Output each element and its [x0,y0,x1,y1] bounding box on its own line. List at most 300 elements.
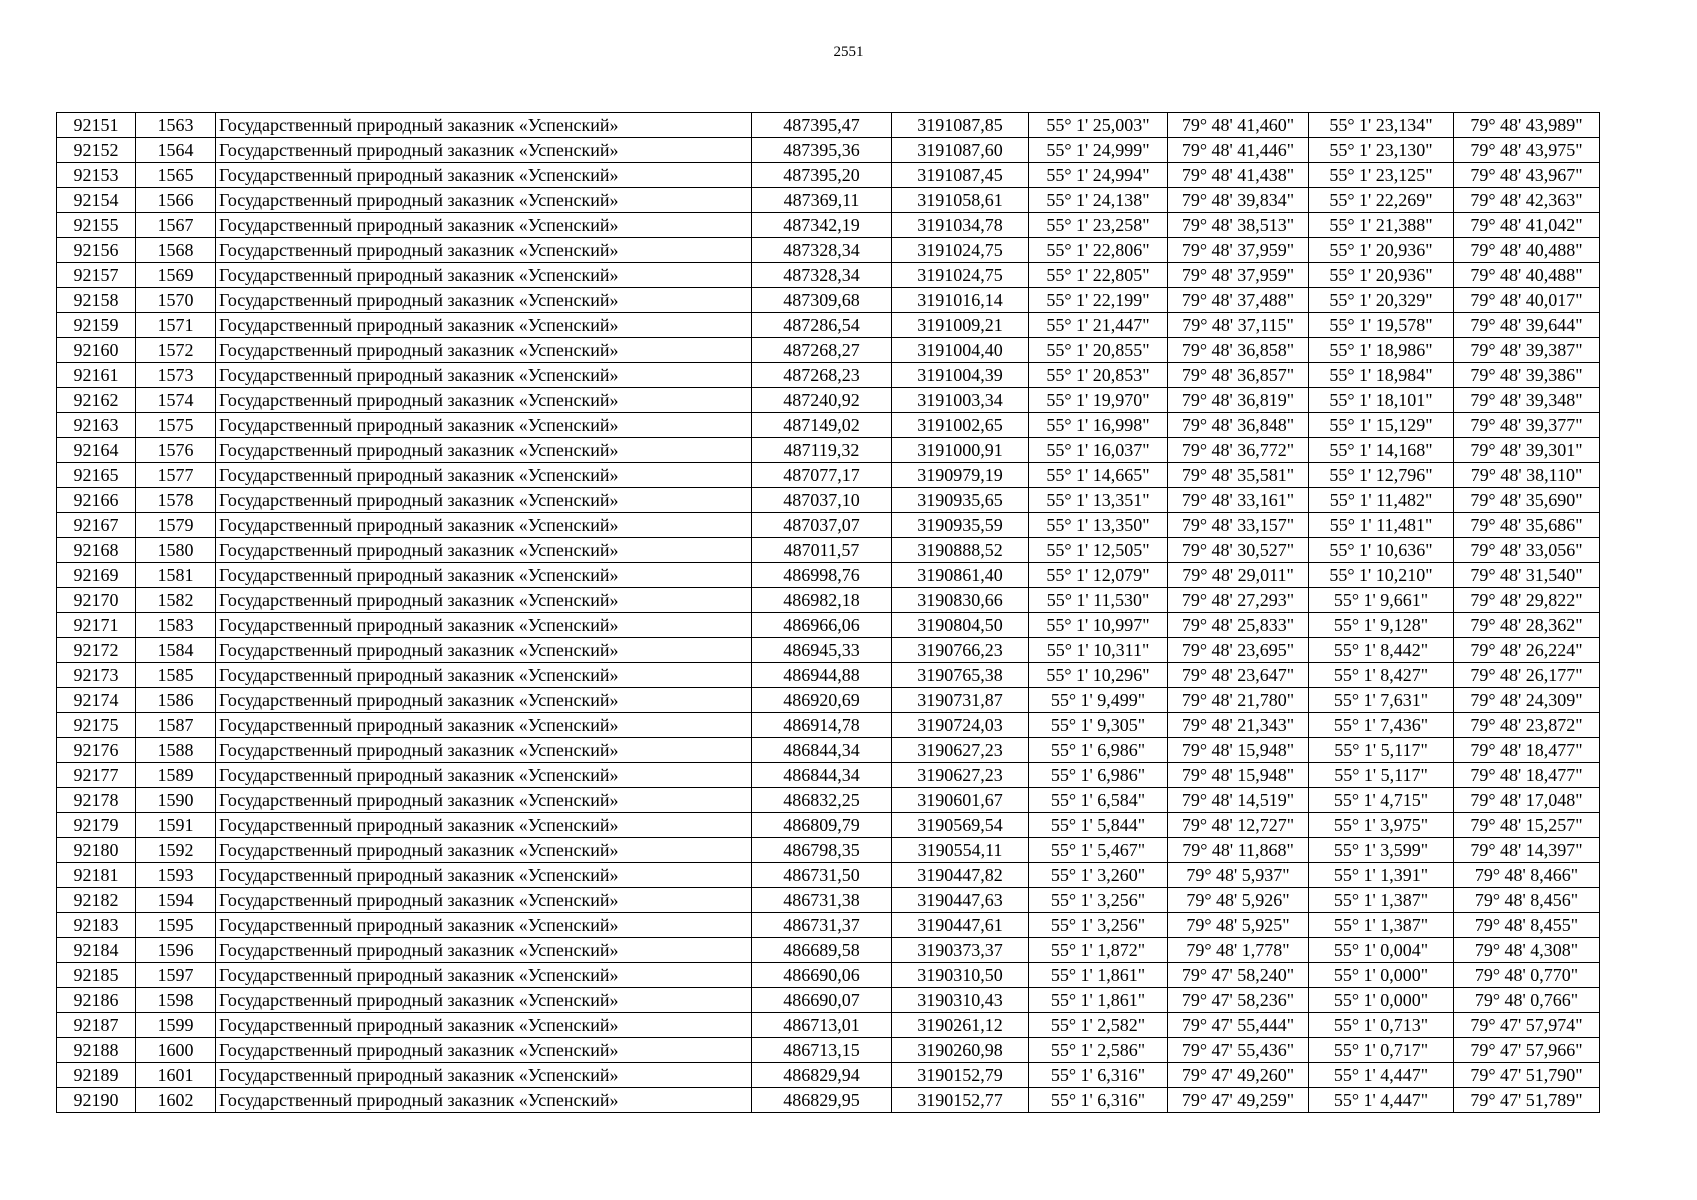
name-cell: Государственный природный заказник «Успенский» [216,838,752,863]
y-coordinate-cell: 3190447,63 [892,888,1029,913]
latitude-2-cell: 55° 1' 11,481" [1309,513,1454,538]
longitude-2-cell: 79° 48' 17,048" [1454,788,1600,813]
longitude-1-cell: 79° 47' 49,260" [1168,1063,1309,1088]
record-number-cell: 92171 [57,613,136,638]
table-row [57,313,1600,338]
record-number-cell: 92154 [57,188,136,213]
latitude-1-cell: 55° 1' 6,316" [1029,1088,1168,1113]
record-number-cell: 92156 [57,238,136,263]
longitude-2-cell: 79° 48' 42,363" [1454,188,1600,213]
table-row [57,163,1600,188]
longitude-1-cell: 79° 48' 36,857" [1168,363,1309,388]
name-cell: Государственный природный заказник «Успенский» [216,588,752,613]
point-number-cell: 1567 [136,213,216,238]
latitude-1-cell: 55° 1' 5,467" [1029,838,1168,863]
record-number-cell: 92174 [57,688,136,713]
latitude-1-cell: 55° 1' 23,258" [1029,213,1168,238]
longitude-2-cell: 79° 48' 43,989" [1454,113,1600,138]
longitude-1-cell: 79° 47' 58,236" [1168,988,1309,1013]
latitude-1-cell: 55° 1' 10,311" [1029,638,1168,663]
point-number-cell: 1576 [136,438,216,463]
longitude-1-cell: 79° 48' 36,858" [1168,338,1309,363]
longitude-1-cell: 79° 48' 29,011" [1168,563,1309,588]
name-cell: Государственный природный заказник «Успенский» [216,288,752,313]
latitude-2-cell: 55° 1' 3,599" [1309,838,1454,863]
latitude-2-cell: 55° 1' 21,388" [1309,213,1454,238]
longitude-2-cell: 79° 48' 29,822" [1454,588,1600,613]
point-number-cell: 1602 [136,1088,216,1113]
x-coordinate-cell: 487395,47 [752,113,892,138]
name-cell: Государственный природный заказник «Успенский» [216,438,752,463]
y-coordinate-cell: 3191002,65 [892,413,1029,438]
longitude-1-cell: 79° 48' 14,519" [1168,788,1309,813]
record-number-cell: 92169 [57,563,136,588]
table-row [57,288,1600,313]
longitude-1-cell: 79° 48' 37,959" [1168,238,1309,263]
longitude-1-cell: 79° 48' 41,438" [1168,163,1309,188]
longitude-1-cell: 79° 48' 5,937" [1168,863,1309,888]
y-coordinate-cell: 3190554,11 [892,838,1029,863]
name-cell: Государственный природный заказник «Успенский» [216,888,752,913]
name-cell: Государственный природный заказник «Успенский» [216,388,752,413]
y-coordinate-cell: 3190261,12 [892,1013,1029,1038]
point-number-cell: 1590 [136,788,216,813]
point-number-cell: 1600 [136,1038,216,1063]
longitude-2-cell: 79° 48' 31,540" [1454,563,1600,588]
longitude-1-cell: 79° 47' 55,444" [1168,1013,1309,1038]
table-row [57,213,1600,238]
longitude-2-cell: 79° 48' 40,488" [1454,238,1600,263]
longitude-1-cell: 79° 48' 41,446" [1168,138,1309,163]
x-coordinate-cell: 486966,06 [752,613,892,638]
record-number-cell: 92177 [57,763,136,788]
point-number-cell: 1594 [136,888,216,913]
latitude-2-cell: 55° 1' 0,000" [1309,988,1454,1013]
table-row [57,588,1600,613]
latitude-1-cell: 55° 1' 21,447" [1029,313,1168,338]
latitude-1-cell: 55° 1' 1,872" [1029,938,1168,963]
y-coordinate-cell: 3190766,23 [892,638,1029,663]
point-number-cell: 1563 [136,113,216,138]
point-number-cell: 1566 [136,188,216,213]
longitude-1-cell: 79° 48' 5,926" [1168,888,1309,913]
point-number-cell: 1574 [136,388,216,413]
x-coordinate-cell: 486809,79 [752,813,892,838]
point-number-cell: 1570 [136,288,216,313]
point-number-cell: 1580 [136,538,216,563]
name-cell: Государственный природный заказник «Успенский» [216,863,752,888]
point-number-cell: 1573 [136,363,216,388]
x-coordinate-cell: 487328,34 [752,263,892,288]
latitude-2-cell: 55° 1' 23,134" [1309,113,1454,138]
name-cell: Государственный природный заказник «Успенский» [216,513,752,538]
table-row [57,363,1600,388]
point-number-cell: 1584 [136,638,216,663]
y-coordinate-cell: 3191087,45 [892,163,1029,188]
longitude-1-cell: 79° 48' 37,115" [1168,313,1309,338]
latitude-2-cell: 55° 1' 9,661" [1309,588,1454,613]
latitude-1-cell: 55° 1' 5,844" [1029,813,1168,838]
table-row [57,538,1600,563]
y-coordinate-cell: 3190260,98 [892,1038,1029,1063]
longitude-2-cell: 79° 47' 51,789" [1454,1088,1600,1113]
record-number-cell: 92157 [57,263,136,288]
latitude-1-cell: 55° 1' 20,855" [1029,338,1168,363]
table-row [57,913,1600,938]
latitude-1-cell: 55° 1' 9,305" [1029,713,1168,738]
table-row [57,1013,1600,1038]
name-cell: Государственный природный заказник «Успенский» [216,788,752,813]
x-coordinate-cell: 487328,34 [752,238,892,263]
point-number-cell: 1595 [136,913,216,938]
point-number-cell: 1591 [136,813,216,838]
longitude-1-cell: 79° 48' 39,834" [1168,188,1309,213]
y-coordinate-cell: 3190310,43 [892,988,1029,1013]
y-coordinate-cell: 3191024,75 [892,238,1029,263]
y-coordinate-cell: 3191009,21 [892,313,1029,338]
latitude-1-cell: 55° 1' 3,256" [1029,913,1168,938]
record-number-cell: 92155 [57,213,136,238]
latitude-2-cell: 55° 1' 4,447" [1309,1088,1454,1113]
point-number-cell: 1597 [136,963,216,988]
longitude-2-cell: 79° 48' 4,308" [1454,938,1600,963]
point-number-cell: 1599 [136,1013,216,1038]
x-coordinate-cell: 487119,32 [752,438,892,463]
y-coordinate-cell: 3191004,40 [892,338,1029,363]
x-coordinate-cell: 486713,01 [752,1013,892,1038]
longitude-2-cell: 79° 48' 14,397" [1454,838,1600,863]
x-coordinate-cell: 487342,19 [752,213,892,238]
latitude-1-cell: 55° 1' 13,350" [1029,513,1168,538]
table-row [57,563,1600,588]
latitude-1-cell: 55° 1' 2,582" [1029,1013,1168,1038]
latitude-2-cell: 55° 1' 0,713" [1309,1013,1454,1038]
x-coordinate-cell: 487037,07 [752,513,892,538]
y-coordinate-cell: 3191024,75 [892,263,1029,288]
latitude-1-cell: 55° 1' 16,037" [1029,438,1168,463]
record-number-cell: 92175 [57,713,136,738]
x-coordinate-cell: 487149,02 [752,413,892,438]
latitude-2-cell: 55° 1' 1,391" [1309,863,1454,888]
table-row [57,638,1600,663]
latitude-2-cell: 55° 1' 3,975" [1309,813,1454,838]
table-row [57,888,1600,913]
latitude-1-cell: 55° 1' 6,584" [1029,788,1168,813]
y-coordinate-cell: 3190804,50 [892,613,1029,638]
x-coordinate-cell: 486844,34 [752,738,892,763]
longitude-2-cell: 79° 48' 38,110" [1454,463,1600,488]
table-row [57,513,1600,538]
table-row [57,113,1600,138]
longitude-1-cell: 79° 48' 33,161" [1168,488,1309,513]
longitude-2-cell: 79° 47' 57,966" [1454,1038,1600,1063]
point-number-cell: 1564 [136,138,216,163]
x-coordinate-cell: 487309,68 [752,288,892,313]
name-cell: Государственный природный заказник «Успенский» [216,163,752,188]
latitude-2-cell: 55° 1' 0,000" [1309,963,1454,988]
point-number-cell: 1598 [136,988,216,1013]
latitude-1-cell: 55° 1' 24,999" [1029,138,1168,163]
latitude-2-cell: 55° 1' 10,210" [1309,563,1454,588]
longitude-1-cell: 79° 48' 37,488" [1168,288,1309,313]
longitude-2-cell: 79° 48' 33,056" [1454,538,1600,563]
y-coordinate-cell: 3190152,77 [892,1088,1029,1113]
latitude-2-cell: 55° 1' 0,717" [1309,1038,1454,1063]
page-number: 2551 [833,44,864,60]
y-coordinate-cell: 3190601,67 [892,788,1029,813]
name-cell: Государственный природный заказник «Успенский» [216,1038,752,1063]
latitude-2-cell: 55° 1' 0,004" [1309,938,1454,963]
longitude-2-cell: 79° 48' 40,017" [1454,288,1600,313]
record-number-cell: 92176 [57,738,136,763]
latitude-1-cell: 55° 1' 3,256" [1029,888,1168,913]
name-cell: Государственный природный заказник «Успенский» [216,763,752,788]
latitude-1-cell: 55° 1' 19,970" [1029,388,1168,413]
longitude-2-cell: 79° 48' 39,644" [1454,313,1600,338]
x-coordinate-cell: 486690,06 [752,963,892,988]
x-coordinate-cell: 487268,23 [752,363,892,388]
record-number-cell: 92152 [57,138,136,163]
y-coordinate-cell: 3190447,61 [892,913,1029,938]
name-cell: Государственный природный заказник «Успенский» [216,413,752,438]
y-coordinate-cell: 3190830,66 [892,588,1029,613]
record-number-cell: 92190 [57,1088,136,1113]
latitude-2-cell: 55° 1' 5,117" [1309,763,1454,788]
latitude-2-cell: 55° 1' 20,329" [1309,288,1454,313]
table-row [57,338,1600,363]
name-cell: Государственный природный заказник «Успенский» [216,138,752,163]
longitude-1-cell: 79° 48' 15,948" [1168,763,1309,788]
latitude-2-cell: 55° 1' 22,269" [1309,188,1454,213]
x-coordinate-cell: 486731,50 [752,863,892,888]
longitude-2-cell: 79° 48' 18,477" [1454,738,1600,763]
table-row [57,388,1600,413]
point-number-cell: 1588 [136,738,216,763]
latitude-1-cell: 55° 1' 10,296" [1029,663,1168,688]
point-number-cell: 1596 [136,938,216,963]
latitude-2-cell: 55° 1' 11,482" [1309,488,1454,513]
longitude-2-cell: 79° 48' 0,766" [1454,988,1600,1013]
point-number-cell: 1575 [136,413,216,438]
coordinates-table [56,112,1600,1113]
longitude-2-cell: 79° 48' 23,872" [1454,713,1600,738]
longitude-2-cell: 79° 48' 39,386" [1454,363,1600,388]
x-coordinate-cell: 487268,27 [752,338,892,363]
y-coordinate-cell: 3190627,23 [892,763,1029,788]
latitude-2-cell: 55° 1' 20,936" [1309,263,1454,288]
longitude-1-cell: 79° 48' 5,925" [1168,913,1309,938]
y-coordinate-cell: 3191087,60 [892,138,1029,163]
latitude-1-cell: 55° 1' 22,805" [1029,263,1168,288]
x-coordinate-cell: 486829,95 [752,1088,892,1113]
point-number-cell: 1581 [136,563,216,588]
table-row [57,988,1600,1013]
y-coordinate-cell: 3191016,14 [892,288,1029,313]
latitude-2-cell: 55° 1' 19,578" [1309,313,1454,338]
record-number-cell: 92158 [57,288,136,313]
record-number-cell: 92179 [57,813,136,838]
latitude-1-cell: 55° 1' 6,986" [1029,763,1168,788]
y-coordinate-cell: 3191000,91 [892,438,1029,463]
latitude-2-cell: 55° 1' 4,715" [1309,788,1454,813]
name-cell: Государственный природный заказник «Успенский» [216,663,752,688]
record-number-cell: 92178 [57,788,136,813]
table-row [57,963,1600,988]
y-coordinate-cell: 3190627,23 [892,738,1029,763]
x-coordinate-cell: 487240,92 [752,388,892,413]
table-row [57,138,1600,163]
y-coordinate-cell: 3191004,39 [892,363,1029,388]
longitude-1-cell: 79° 48' 36,848" [1168,413,1309,438]
name-cell: Государственный природный заказник «Успенский» [216,1063,752,1088]
y-coordinate-cell: 3190724,03 [892,713,1029,738]
record-number-cell: 92172 [57,638,136,663]
point-number-cell: 1592 [136,838,216,863]
x-coordinate-cell: 487369,11 [752,188,892,213]
point-number-cell: 1589 [136,763,216,788]
y-coordinate-cell: 3190935,65 [892,488,1029,513]
y-coordinate-cell: 3190731,87 [892,688,1029,713]
name-cell: Государственный природный заказник «Успенский» [216,738,752,763]
longitude-2-cell: 79° 48' 35,690" [1454,488,1600,513]
point-number-cell: 1579 [136,513,216,538]
table-row [57,938,1600,963]
latitude-2-cell: 55° 1' 4,447" [1309,1063,1454,1088]
x-coordinate-cell: 486689,58 [752,938,892,963]
x-coordinate-cell: 486832,25 [752,788,892,813]
table-row [57,813,1600,838]
name-cell: Государственный природный заказник «Успенский» [216,363,752,388]
x-coordinate-cell: 486798,35 [752,838,892,863]
longitude-1-cell: 79° 48' 1,778" [1168,938,1309,963]
record-number-cell: 92151 [57,113,136,138]
x-coordinate-cell: 487011,57 [752,538,892,563]
y-coordinate-cell: 3191003,34 [892,388,1029,413]
latitude-2-cell: 55° 1' 23,125" [1309,163,1454,188]
longitude-1-cell: 79° 48' 11,868" [1168,838,1309,863]
latitude-1-cell: 55° 1' 12,079" [1029,563,1168,588]
x-coordinate-cell: 486731,37 [752,913,892,938]
x-coordinate-cell: 487037,10 [752,488,892,513]
longitude-2-cell: 79° 48' 15,257" [1454,813,1600,838]
longitude-2-cell: 79° 48' 39,301" [1454,438,1600,463]
longitude-1-cell: 79° 48' 41,460" [1168,113,1309,138]
x-coordinate-cell: 486713,15 [752,1038,892,1063]
name-cell: Государственный природный заказник «Успенский» [216,213,752,238]
longitude-1-cell: 79° 48' 36,772" [1168,438,1309,463]
latitude-2-cell: 55° 1' 18,986" [1309,338,1454,363]
name-cell: Государственный природный заказник «Успенский» [216,338,752,363]
table-row [57,463,1600,488]
name-cell: Государственный природный заказник «Успенский» [216,113,752,138]
latitude-1-cell: 55° 1' 1,861" [1029,963,1168,988]
longitude-2-cell: 79° 48' 24,309" [1454,688,1600,713]
longitude-2-cell: 79° 48' 8,466" [1454,863,1600,888]
name-cell: Государственный природный заказник «Успенский» [216,813,752,838]
longitude-1-cell: 79° 48' 12,727" [1168,813,1309,838]
latitude-1-cell: 55° 1' 14,665" [1029,463,1168,488]
point-number-cell: 1587 [136,713,216,738]
x-coordinate-cell: 486945,33 [752,638,892,663]
longitude-2-cell: 79° 47' 57,974" [1454,1013,1600,1038]
table-row [57,788,1600,813]
point-number-cell: 1578 [136,488,216,513]
latitude-2-cell: 55° 1' 20,936" [1309,238,1454,263]
record-number-cell: 92159 [57,313,136,338]
point-number-cell: 1577 [136,463,216,488]
latitude-1-cell: 55° 1' 12,505" [1029,538,1168,563]
y-coordinate-cell: 3191034,78 [892,213,1029,238]
record-number-cell: 92153 [57,163,136,188]
table-row [57,838,1600,863]
x-coordinate-cell: 487395,20 [752,163,892,188]
table-row [57,1088,1600,1113]
y-coordinate-cell: 3190888,52 [892,538,1029,563]
longitude-2-cell: 79° 48' 39,348" [1454,388,1600,413]
record-number-cell: 92186 [57,988,136,1013]
longitude-1-cell: 79° 47' 58,240" [1168,963,1309,988]
record-number-cell: 92173 [57,663,136,688]
record-number-cell: 92170 [57,588,136,613]
latitude-1-cell: 55° 1' 24,138" [1029,188,1168,213]
record-number-cell: 92163 [57,413,136,438]
table-row [57,688,1600,713]
x-coordinate-cell: 486731,38 [752,888,892,913]
latitude-2-cell: 55° 1' 7,436" [1309,713,1454,738]
latitude-1-cell: 55° 1' 9,499" [1029,688,1168,713]
longitude-2-cell: 79° 48' 43,975" [1454,138,1600,163]
y-coordinate-cell: 3190765,38 [892,663,1029,688]
record-number-cell: 92184 [57,938,136,963]
record-number-cell: 92160 [57,338,136,363]
x-coordinate-cell: 486998,76 [752,563,892,588]
longitude-1-cell: 79° 48' 15,948" [1168,738,1309,763]
latitude-1-cell: 55° 1' 11,530" [1029,588,1168,613]
record-number-cell: 92182 [57,888,136,913]
record-number-cell: 92180 [57,838,136,863]
point-number-cell: 1568 [136,238,216,263]
record-number-cell: 92185 [57,963,136,988]
y-coordinate-cell: 3190569,54 [892,813,1029,838]
record-number-cell: 92161 [57,363,136,388]
name-cell: Государственный природный заказник «Успенский» [216,638,752,663]
longitude-2-cell: 79° 48' 28,362" [1454,613,1600,638]
y-coordinate-cell: 3191058,61 [892,188,1029,213]
longitude-2-cell: 79° 48' 0,770" [1454,963,1600,988]
latitude-1-cell: 55° 1' 22,806" [1029,238,1168,263]
table-row [57,263,1600,288]
y-coordinate-cell: 3190935,59 [892,513,1029,538]
table-row [57,413,1600,438]
name-cell: Государственный природный заказник «Успенский» [216,1013,752,1038]
latitude-1-cell: 55° 1' 6,316" [1029,1063,1168,1088]
latitude-2-cell: 55° 1' 12,796" [1309,463,1454,488]
x-coordinate-cell: 486829,94 [752,1063,892,1088]
latitude-2-cell: 55° 1' 23,130" [1309,138,1454,163]
x-coordinate-cell: 486690,07 [752,988,892,1013]
y-coordinate-cell: 3190861,40 [892,563,1029,588]
point-number-cell: 1582 [136,588,216,613]
point-number-cell: 1593 [136,863,216,888]
name-cell: Государственный природный заказник «Успенский» [216,913,752,938]
record-number-cell: 92189 [57,1063,136,1088]
latitude-1-cell: 55° 1' 3,260" [1029,863,1168,888]
point-number-cell: 1601 [136,1063,216,1088]
table-row [57,188,1600,213]
record-number-cell: 92162 [57,388,136,413]
table-row [57,713,1600,738]
name-cell: Государственный природный заказник «Успенский» [216,488,752,513]
